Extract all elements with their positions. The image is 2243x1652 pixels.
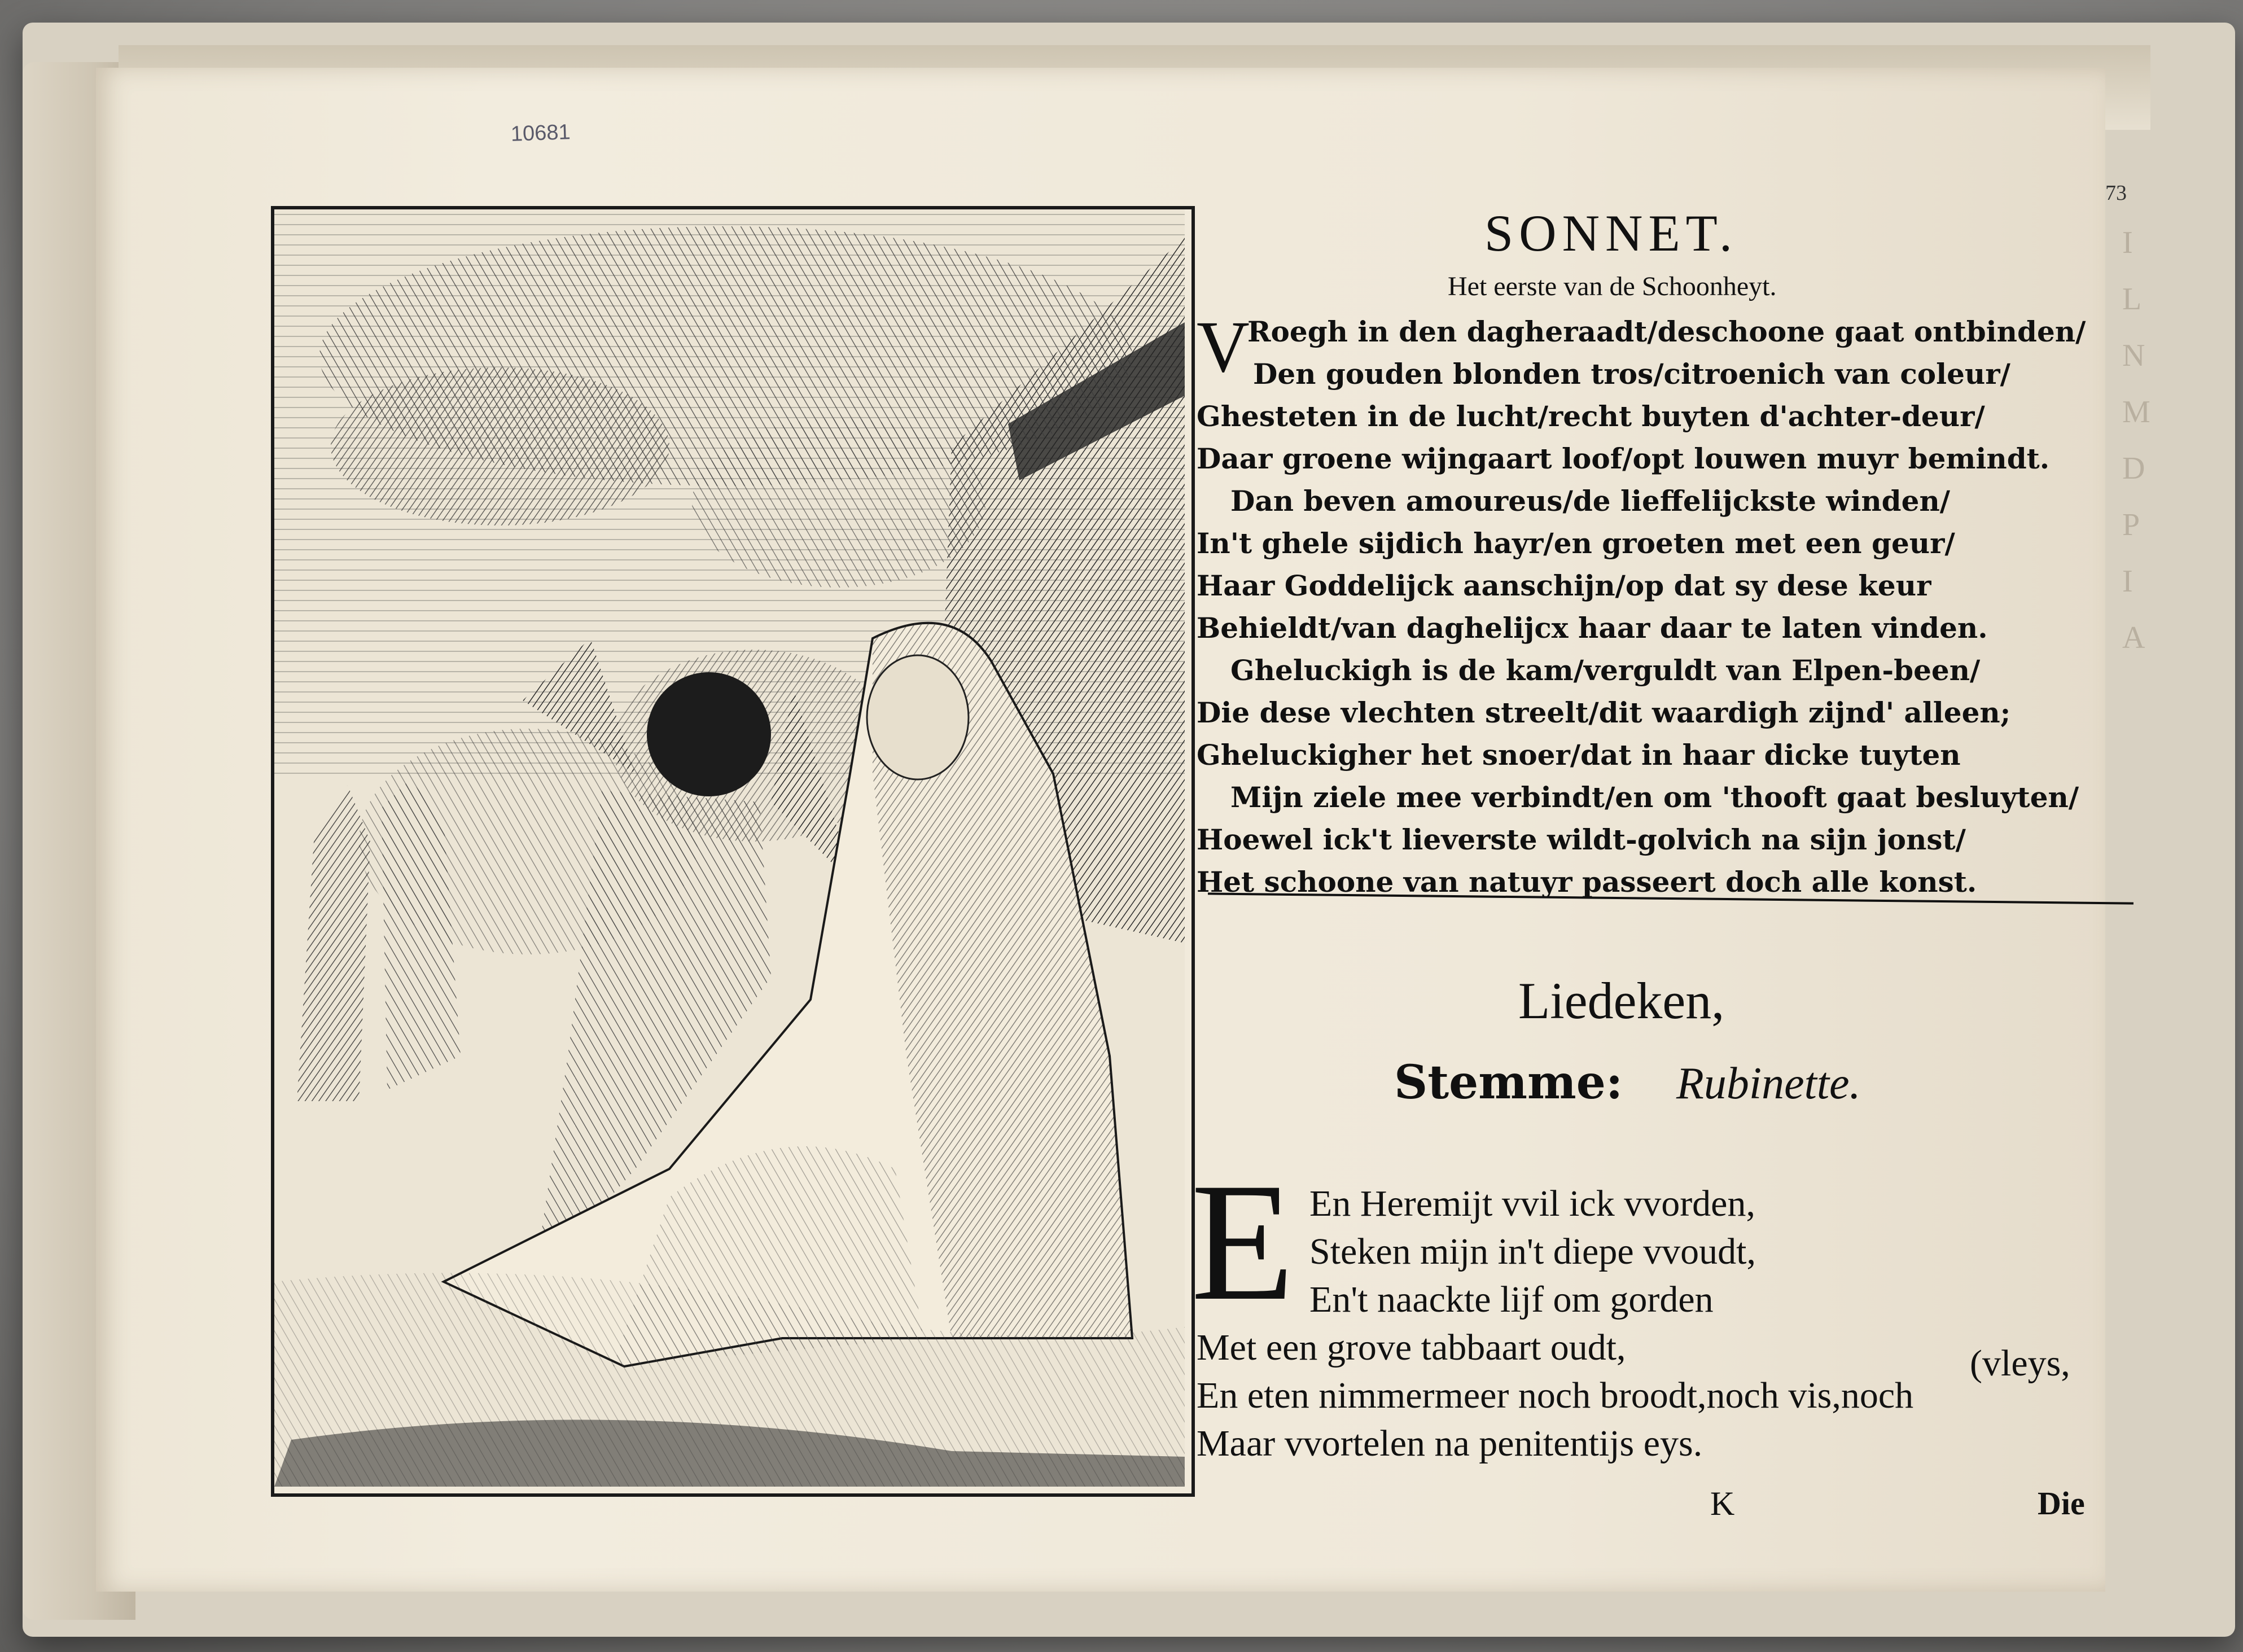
sonnet-dropcap: V xyxy=(1197,306,1250,388)
song-dropcap: E xyxy=(1191,1148,1295,1335)
song-line: Maar vvortelen na penitentijs eys. xyxy=(1197,1423,1703,1464)
tune-name: Rubinette. xyxy=(1676,1059,1861,1108)
sonnet-text xyxy=(1197,306,2086,903)
sonnet-line: Hoewel ick't lieverste wildt-golvich na sijn jonst/ xyxy=(1197,823,1966,856)
sonnet-subtitle: Het eerste van de Schoonheyt. xyxy=(1448,271,1777,301)
song-line: En eten nimmermeer noch broodt,noch vis,noch xyxy=(1197,1375,1914,1416)
catchword: Die xyxy=(2038,1485,2085,1522)
sonnet-line: Mijn ziele mee verbindt/en om 'thooft gaat besluyten/ xyxy=(1230,781,2079,814)
sonnet-line: Dan beven amoureus/de lieffelijckste winden/ xyxy=(1230,484,1951,518)
sonnet-line: Ghesteten in de lucht/recht buyten d'achter-deur/ xyxy=(1197,400,1985,433)
sonnet-line: In't ghele sijdich hayr/en groeten met een geur/ xyxy=(1197,527,1955,560)
book-page xyxy=(96,68,2150,1592)
sonnet-line: Behieldt/van daghelijcx haar daar te laten vinden. xyxy=(1197,611,1988,645)
sonnet-line: Die dese vlechten streelt/dit waardigh zijnd' alleen; xyxy=(1197,696,2011,729)
song-text xyxy=(1197,1180,1913,1467)
tune-label: Stemme: xyxy=(1394,1055,1623,1110)
show-through-text: I L N M D P I A xyxy=(2122,225,2150,655)
engraving-illustration xyxy=(271,206,1195,1497)
song-line-turnover: (vleys, xyxy=(1970,1343,2070,1384)
song-line: Steken mijn in't diepe vvoudt, xyxy=(1309,1231,1756,1272)
sonnet-line: Haar Goddelijck aanschijn/op dat sy dese keur xyxy=(1197,569,1931,602)
sonnet-line: Roegh in den dagheraadt/deschoone gaat ontbinden/ xyxy=(1247,315,2086,348)
sonnet-line: Den gouden blonden tros/citroenich van coleur/ xyxy=(1253,357,2010,391)
signature-mark: K xyxy=(1710,1485,1735,1522)
sonnet-line: Daar groene wijngaart loof/opt louwen muyr bemindt. xyxy=(1197,442,2050,475)
page-number: 73 xyxy=(2105,181,2127,205)
sonnet-line: Gheluckigher het snoer/dat in haar dicke tuyten xyxy=(1197,738,1961,772)
sonnet-line: Het schoone van natuyr passeert doch alle konst. xyxy=(1197,865,1977,899)
accession-mark: 10681 xyxy=(510,120,571,146)
sonnet-line: Gheluckigh is de kam/verguldt van Elpen-been/ xyxy=(1230,654,1981,687)
song-line: Met een grove tabbaart oudt, xyxy=(1197,1327,1626,1368)
song-title: Liedeken, xyxy=(1518,972,1725,1029)
song-line: En't naackte lijf om gorden xyxy=(1309,1279,1714,1320)
song-line: En Heremijt vvil ick vvorden, xyxy=(1309,1183,1755,1224)
sonnet-title: SONNET. xyxy=(1484,204,1738,262)
